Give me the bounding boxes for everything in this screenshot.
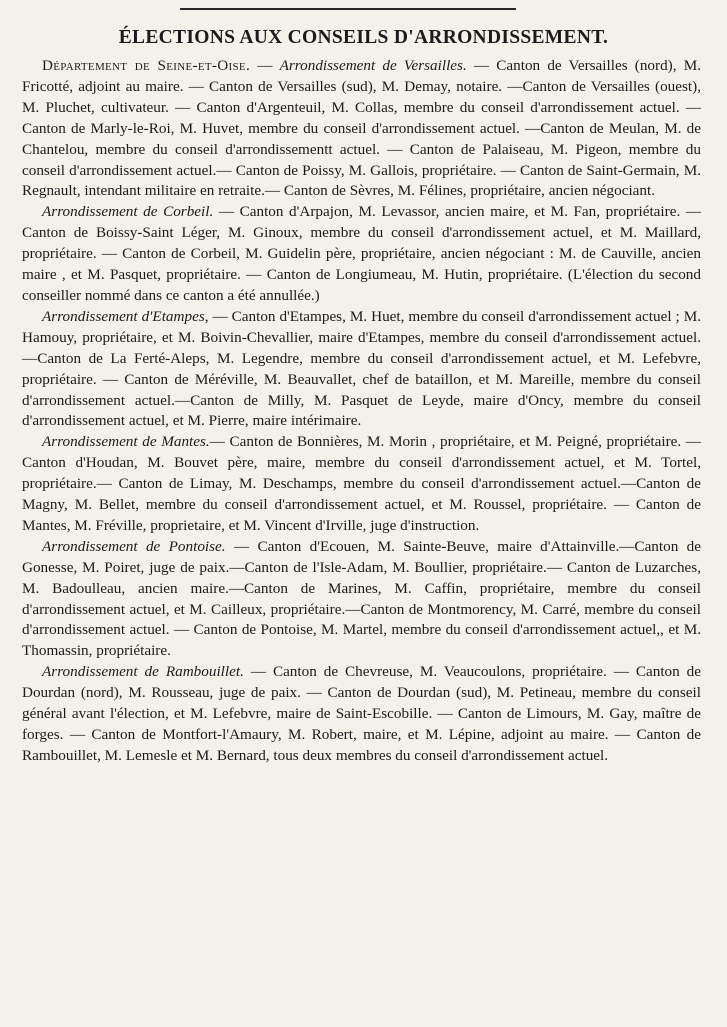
paragraph-versailles (22, 56, 701, 202)
arrondissement-name: Arrondissement de Mantes. (42, 433, 210, 451)
paragraph-text: — Canton d'Etampes, M. Huet, membre du conseil d'arrondissement actuel ; M. Hamouy, propriétaire, et M. Boivin-Chevallier, maire d'Etampes, membre du conseil d'arrondissement actuel.—Canton de La Ferté-Aleps, M. Legendre, membre du conseil d'arrondissement actuel, et M. Lefebvre, propriétaire. — Canton de Méréville, M. Beauvallet, chef de bataillon, et M. Mareille, membre du conseil d'arrondissement actuel.—Canton de Milly, M. Pasquet de Leyde, maire d'Oncy, membre du conseil d'arrondissement actuel, et M. Pierre, maire intérimaire. (22, 307, 702, 430)
top-rule-divider (180, 8, 516, 10)
paragraph-rambouillet (22, 662, 701, 767)
paragraph-text: — Canton d'Arpajon, M. Levassor, ancien maire, et M. Fan, propriétaire. — Canton de Boissy-Saint Léger, M. Ginoux, membre du conseil d'arrondissement actuel, et M. Maillard, propriétaire. — Canton de Corbeil, M. Guidelin père, propriétaire, ancien négociant : M. de Cauville, ancien maire , et M. Pasquet, propriétaire. — Canton de Longiumeau, M. Hutin, propriétaire. (L'élection du second conseiller nommé dans ce canton a été annullée.) (22, 203, 701, 304)
arrondissement-name: Arrondissement de Pontoise. (42, 537, 226, 555)
arrondissement-name: Arrondissement d'Etampes, (42, 307, 209, 325)
paragraph-etampes (22, 307, 701, 432)
article-body (22, 56, 701, 767)
paragraph-mantes (22, 432, 701, 537)
paragraph-corbeil (22, 202, 701, 307)
article-heading: ÉLECTIONS AUX CONSEILS D'ARRONDISSEMENT. (118, 27, 609, 48)
arrondissement-name: Arrondissement de Rambouillet. (42, 663, 244, 681)
paragraph-text: — Canton d'Ecouen, M. Sainte-Beuve, maire d'Attainville.—Canton de Gonesse, M. Poiret, juge de paix.—Canton de l'Isle-Adam, M. Boullier, propriétaire.— Canton de Luzarches, M. Badoulleau, ancien maire.—Canton de Marines, M. Caffin, propriétaire, membre du conseil d'arrondissement actuel, et M. Cailleux, propriétaire.—Canton de Montmorency, M. Carré, membre du conseil d'arrondissement actuel. — Canton de Pontoise, M. Martel, membre du conseil d'arrondissement actuel,, et M. Thomassin, propriétaire. (22, 537, 701, 660)
department-lead: Département de Seine-et-Oise. (42, 57, 251, 74)
arrondissement-name: Arrondissement de Versailles. (279, 57, 467, 74)
lead-separator: — (250, 57, 280, 74)
arrondissement-name: Arrondissement de Corbeil. (42, 203, 214, 221)
paragraph-pontoise (22, 537, 701, 662)
paragraph-text: — Canton de Chevreuse, M. Veaucoulons, propriétaire. — Canton de Dourdan (nord), M. Rousseau, juge de paix. — Canton de Dourdan (sud), M. Petineau, membre du conseil général avant l'élection, et M. Lefebvre, maire de Saint-Escobille. — Canton de Limours, M. Gay, maître de forges. — Canton de Montfort-l'Amaury, M. Robert, maire, et M. Lépine, adjoint au maire. — Canton de Rambouillet, M. Lemesle et M. Bernard, tous deux membres du conseil d'arrondissement actuel. (22, 663, 701, 764)
paragraph-text: — Canton de Bonnières, M. Morin , propriétaire, et M. Peigné, propriétaire. —Canton d'Houdan, M. Bouvet père, maire, membre du conseil d'arrondissement actuel, et M. Tortel, propriétaire.— Canton de Limay, M. Deschamps, membre du conseil d'arrondissement actuel.—Canton de Magny, M. Bellet, membre du conseil d'arrondissement actuel, et M. Roussel, propriétaire. — Canton de Mantes, M. Fréville, proprietaire, et M. Vincent d'Irville, juge d'instruction. (22, 433, 701, 534)
paragraph-text: — Canton de Versailles (nord), M. Fricotté, adjoint au maire. — Canton de Versailles (sud), M. Demay, notaire. —Canton de Versailles (ouest), M. Pluchet, cultivateur. — Canton d'Argenteuil, M. Collas, membre du conseil d'arrondissement actuel. — Canton de Marly-le-Roi, M. Huvet, membre du conseil d'arrondissement actuel. —Canton de Meulan, M. de Chantelou, membre du conseil d'arrondissementt actuel. — Canton de Palaiseau, M. Pigeon, membre du conseil d'arrondissement actuel.— Canton de Poissy, M. Gallois, propriétaire. — Canton de Saint-Germain, M. Regnault, intendant militaire en retraite.— Canton de Sèvres, M. Félines, propriétaire, ancien négociant. (22, 57, 702, 200)
